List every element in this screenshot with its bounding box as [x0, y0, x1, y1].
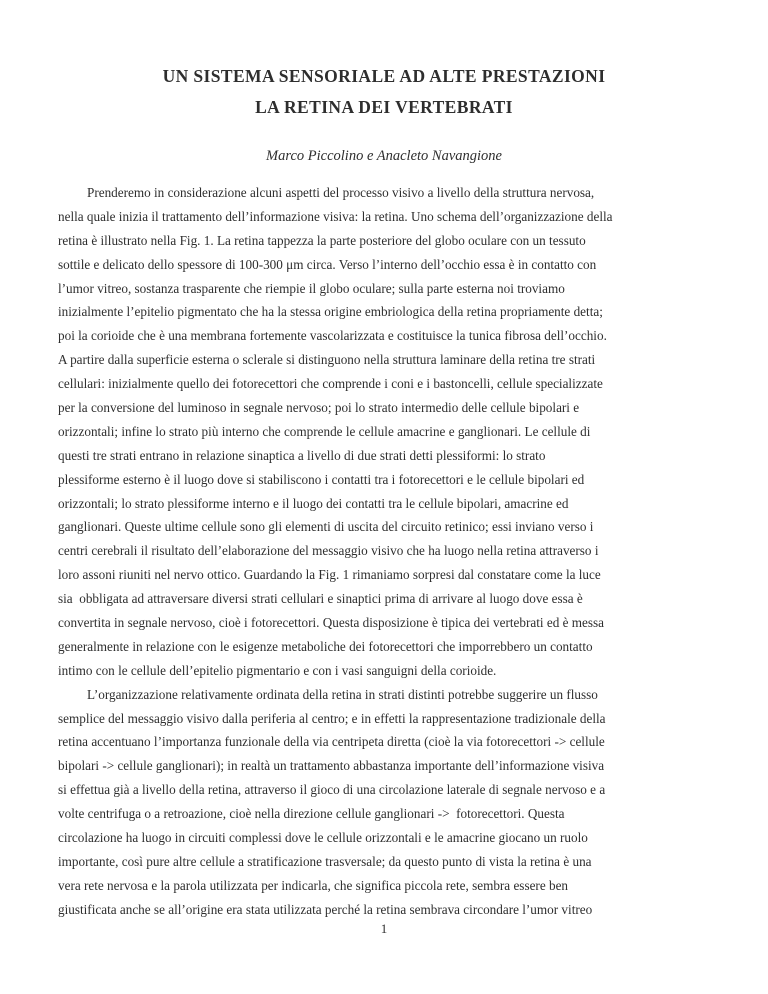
text-line: inizialmente l’epitelio pigmentato che ha la stessa origine embriologica della retina propriamente detta; [58, 304, 603, 320]
text-line: per la conversione del luminoso in segnale nervoso; poi lo strato intermedio delle cellule bipolari e [58, 400, 580, 416]
text-line: semplice del messaggio visivo dalla periferia al centro; e in effetti la rappresentazione tradizionale della [58, 710, 606, 726]
author-byline: Marco Piccolino e Anacleto Navangione [266, 148, 502, 164]
text-line: circolazione ha luogo in circuiti complessi dove le cellule orizzontali e le amacrine giocano un ruolo [58, 830, 588, 846]
text-line: vera rete nervosa e la parola utilizzata per indicarla, che significa piccola rete, sembra essere ben [58, 877, 569, 893]
document-body [58, 181, 708, 922]
text-line: volte centrifuga o a retroazione, cioè nella direzione cellule ganglionari -> fotorecettori. Questa [58, 806, 565, 822]
text-line: bipolari -> cellule ganglionari); in realtà un trattamento abbastanza importante dell’informazione visiva [58, 758, 605, 774]
text-line: plessiforme esterno è il luogo dove si stabiliscono i contatti tra i fotorecettori e le cellule bipolari ed [58, 471, 585, 487]
page-number: 1 [380, 921, 388, 936]
text-line: L’organizzazione relativamente ordinata della retina in strati distinti potrebbe suggerire un flusso [87, 686, 598, 702]
text-line: cellulari: inizialmente quello dei fotorecettori che comprende i coni e i bastoncelli, cellule specializzate [58, 376, 603, 392]
title-line-2: LA RETINA DEI VERTEBRATI [255, 97, 513, 117]
text-line: orizzontali; lo strato plessiforme interno e il luogo dei contatti tra le cellule bipolari, amacrine ed [58, 495, 569, 511]
document-title [0, 61, 768, 123]
text-line: l’umor vitreo, sostanza trasparente che riempie il globo oculare; sulla parte esterna noi troviamo [58, 280, 565, 296]
text-line: sia obbligata ad attraversare diversi strati cellulari e sinaptici prima di arrivare al luogo dove essa è [58, 591, 583, 607]
text-line: A partire dalla superficie esterna o sclerale si distinguono nella struttura laminare della retina tre strati [58, 352, 596, 368]
text-line: ganglionari. Queste ultime cellule sono gli elementi di uscita del circuito retinico; essi inviano verso i [58, 519, 594, 535]
text-line: sottile e delicato dello spessore di 100-300 μm circa. Verso l’interno dell’occhio essa è in contatto con [58, 256, 597, 272]
title-line-1: UN SISTEMA SENSORIALE AD ALTE PRESTAZIONI [162, 66, 606, 86]
text-line: centri cerebrali il risultato dell’elaborazione del messaggio visivo che ha luogo nella retina attraverso i [58, 543, 599, 559]
text-line: retina è illustrato nella Fig. 1. La retina tappezza la parte posteriore del globo oculare con un tessuto [58, 232, 586, 248]
text-line: questi tre strati entrano in relazione sinaptica a livello di due strati detti plessiformi: lo strato [58, 447, 546, 463]
text-line: si effettua già a livello della retina, attraverso il gioco di una circolazione laterale di segnale nervoso e a [58, 782, 606, 798]
text-line: nella quale inizia il trattamento dell’informazione visiva: la retina. Uno schema dell’organizzazione della [58, 208, 613, 224]
text-line: giustificata anche se all’origine era stata utilizzata perché la retina sembrava circondare l’umor vitreo [58, 901, 593, 917]
text-line: orizzontali; infine lo strato più interno che comprende le cellule amacrine e ganglionari. Le cellule di [58, 423, 591, 439]
text-line: Prenderemo in considerazione alcuni aspetti del processo visivo a livello della struttura nervosa, [87, 185, 595, 200]
text-line: intimo con le cellule dell’epitelio pigmentario e con i vasi sanguigni della corioide. [58, 662, 497, 678]
text-line: loro assoni riuniti nel nervo ottico. Guardando la Fig. 1 rimaniamo sorpresi dal constatare come la luce [58, 567, 601, 583]
text-line: generalmente in relazione con le esigenze metaboliche dei fotorecettori che imporrebbero un contatto [58, 638, 593, 654]
text-line: retina accentuano l’importanza funzionale della via centripeta diretta (cioè la via fotorecettori -> cellule [58, 734, 605, 750]
text-line: importante, così pure altre cellule a stratificazione trasversale; da questo punto di vista la retina è una [58, 853, 592, 869]
text-line: convertita in segnale nervoso, cioè i fotorecettori. Questa disposizione è tipica dei vertebrati ed è messa [58, 615, 604, 631]
text-line: poi la corioide che è una membrana fortemente vascolarizzata e costituisce la tunica fibrosa dell’occhio. [58, 328, 607, 344]
